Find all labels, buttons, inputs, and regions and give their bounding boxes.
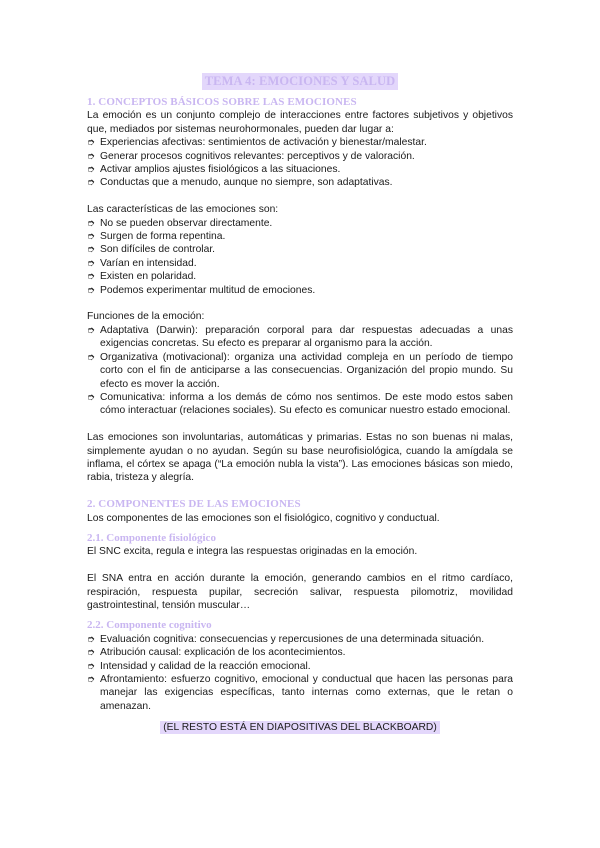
arrow-bullet-icon: ➮ [87,164,95,176]
list-item: ➮ Intensidad y calidad de la reacción emocional. [87,660,311,672]
functions-list [87,324,513,418]
footer-note: (EL RESTO ESTÁ EN DIAPOSITIVAS DEL BLACKBOARD) [160,721,440,734]
list-item: ➮ Podemos experimentar multitud de emociones. [87,284,316,296]
list-item: ➮ Surgen de forma repentina. [87,231,226,243]
list-item: ➮ Evaluación cognitiva: consecuencias y repercusiones de una determinada situación. [87,633,485,645]
arrow-bullet-icon: ➮ [87,673,95,685]
subsection-2-1-p1: El SNC excita, regula e integra las respuestas originadas en la emoción. [87,546,418,558]
title-block [0,72,600,90]
page-title: TEMA 4: EMOCIONES Y SALUD [202,73,398,90]
list-item: ➮ Adaptativa (Darwin): preparación corporal para dar respuestas adecuadas a unas exigencias concretas. Su efecto es preparar al organismo para la acción. [87,324,513,350]
arrow-bullet-icon: ➮ [87,257,95,269]
characteristics-intro: Las características de las emociones son: [87,204,279,216]
list-item: ➮ Varían en intensidad. [87,257,197,269]
functions-intro: Funciones de la emoción: [87,311,205,323]
list-item: ➮ Conductas que a menudo, aunque no siempre, son adaptativas. [87,177,393,189]
arrow-bullet-icon: ➮ [87,351,95,363]
document-body [87,96,513,735]
arrow-bullet-icon: ➮ [87,391,95,403]
cognitive-list [87,633,513,713]
list-item: ➮ Existen en polaridad. [87,271,197,283]
subsection-2-1-heading: 2.1. Componente fisiológico [87,531,216,544]
arrow-bullet-icon: ➮ [87,647,95,659]
section-1-list [87,136,513,190]
subsection-2-2-heading: 2.2. Componente cognitivo [87,619,212,632]
list-item: ➮ Experiencias afectivas: sentimientos de activación y bienestar/malestar. [87,137,427,149]
section-2-heading: 2. COMPONENTES DE LAS EMOCIONES [87,498,301,511]
list-item: ➮ Generar procesos cognitivos relevantes: perceptivos y de valoración. [87,150,415,162]
list-item: ➮ Atribución causal: explicación de los acontecimientos. [87,647,346,659]
arrow-bullet-icon: ➮ [87,324,95,336]
section-1-heading: 1. CONCEPTOS BÁSICOS SOBRE LAS EMOCIONES [87,96,357,108]
arrow-bullet-icon: ➮ [87,150,95,162]
list-item: ➮ Organizativa (motivacional): organiza una actividad compleja en un período de tiempo corto con el fin de anticiparse a las consecuencias. Organización del propio mundo. Su efecto es mover la acción. [87,351,513,390]
characteristics-list [87,217,513,297]
list-item: ➮ Activar amplios ajustes fisiológicos a las situaciones. [87,164,341,176]
arrow-bullet-icon: ➮ [87,244,95,256]
footer-note-block [87,721,513,734]
arrow-bullet-icon: ➮ [87,660,95,672]
arrow-bullet-icon: ➮ [87,284,95,296]
list-item: ➮ Afrontamiento: esfuerzo cognitivo, emocional y conductual que hacen las personas para manejar las exigencias específicas, tanto internas como externas, que le retan o amenazan. [87,673,513,712]
arrow-bullet-icon: ➮ [87,633,95,645]
section-1-intro: La emoción es un conjunto complejo de interacciones entre factores subjetivos y objetivos que, mediados por sistemas neurohormonales, pueden dar lugar a: [87,110,513,135]
arrow-bullet-icon: ➮ [87,231,95,243]
list-item: ➮ Comunicativa: informa a los demás de cómo nos sentimos. De este modo estos saben cómo interactuar (relaciones sociales). Su efecto es comunicar nuestro estado emocional. [87,391,513,417]
arrow-bullet-icon: ➮ [87,271,95,283]
arrow-bullet-icon: ➮ [87,217,95,229]
section-1-closing: Las emociones son involuntarias, automáticas y primarias. Estas no son buenas ni malas, simplemente ayudan o no ayudan. Según su base neurofisiológica, cuando la amígdala se inflama, el córtex se apaga (“La emoción nubla la vista”). Las emociones básicas son miedo, rabia, tristeza y alegría. [87,432,513,484]
list-item: ➮ Son difíciles de controlar. [87,244,216,256]
arrow-bullet-icon: ➮ [87,177,95,189]
section-2-intro: Los componentes de las emociones son el fisiológico, cognitivo y conductual. [87,512,440,524]
arrow-bullet-icon: ➮ [87,137,95,149]
subsection-2-1-p2: El SNA entra en acción durante la emoción, generando cambios en el ritmo cardíaco, respiración, respuesta pupilar, secreción salivar, respuesta pilomotriz, movilidad gastrointestinal, tensión muscular… [87,573,513,611]
list-item: ➮ No se pueden observar directamente. [87,217,273,229]
